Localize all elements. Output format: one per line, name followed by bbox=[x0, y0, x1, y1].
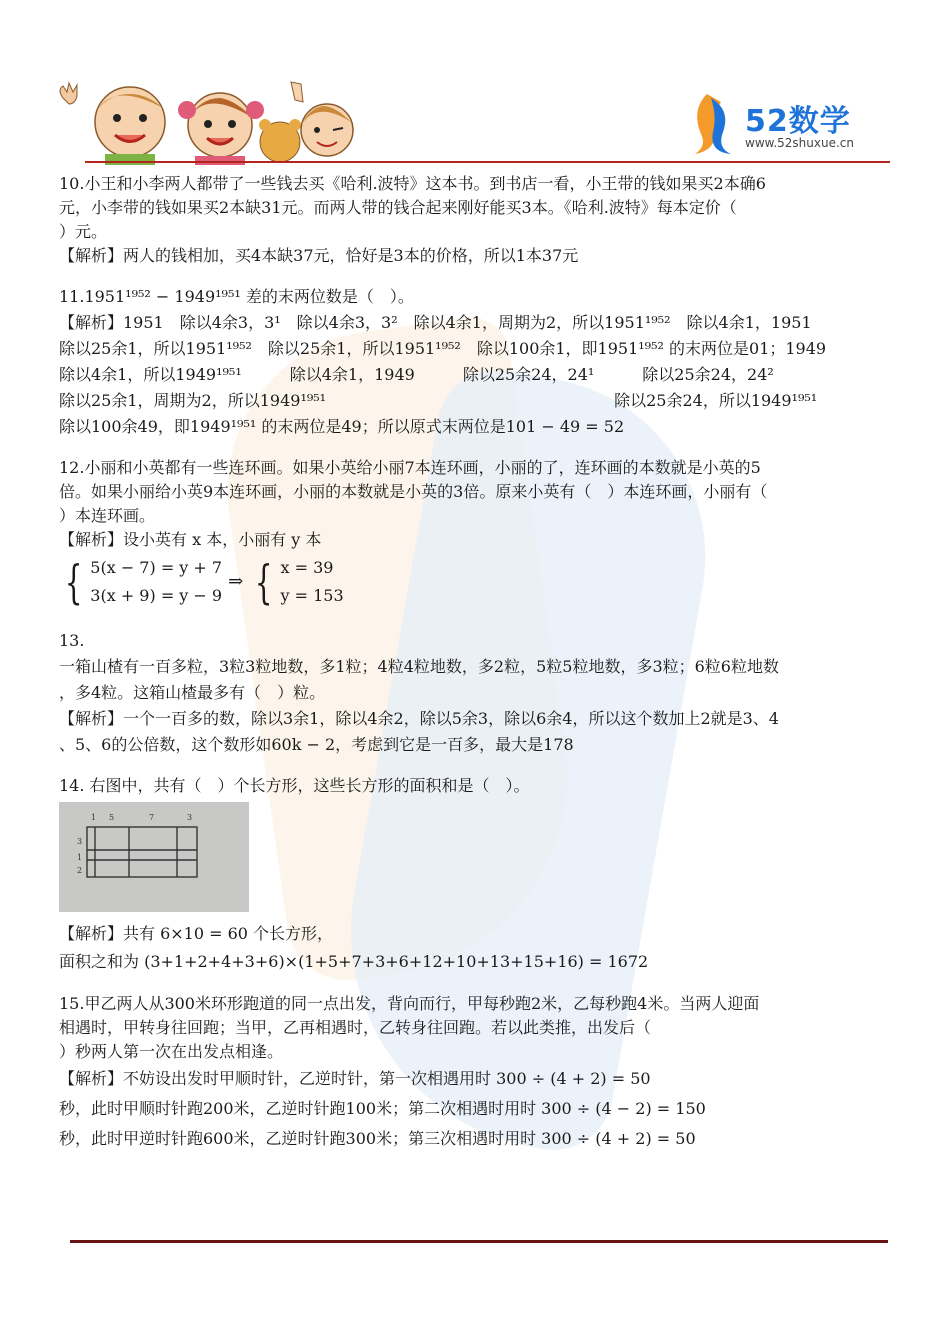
side-label: 2 bbox=[77, 866, 83, 875]
answer-text: 【解析】设小英有 x 本，小丽有 y 本 bbox=[59, 530, 322, 549]
question-text: 11.1951¹⁹⁵² − 1949¹⁹⁵¹ 差的末两位数是（ ）。 bbox=[59, 287, 414, 306]
answer-text: 【解析】共有 6×10 = 60 个长方形， bbox=[59, 924, 334, 943]
side-label: 1 bbox=[77, 853, 83, 862]
question-14 bbox=[59, 774, 891, 976]
equation: 5(x − 7) = y + 7 bbox=[90, 558, 223, 577]
implies-arrow: ⇒ bbox=[228, 571, 244, 592]
question-text: 倍。如果小丽给小英9本连环画，小丽的本数就是小英的3倍。原来小英有（ ）本连环画，小丽有（ bbox=[59, 482, 768, 501]
answer-text: 除以25余1，周期为2，所以1949¹⁹⁵¹ 除以25余24，所以1949¹⁹⁵¹ bbox=[59, 391, 818, 410]
document-body bbox=[59, 172, 891, 1154]
answer-text: 【解析】不妨设出发时甲顺时针，乙逆时针，第一次相遇用时 300 ÷ (4 + 2) = 50 bbox=[59, 1069, 651, 1088]
question-text: 12.小丽和小英都有一些连环画。如果小英给小丽7本连环画，小丽的了，连环画的本数就是小英的5 bbox=[59, 458, 761, 477]
question-text: ）元。 bbox=[59, 222, 108, 241]
question-text: 一箱山楂有一百多粒，3粒3粒地数，多1粒；4粒4粒地数，多2粒，5粒5粒地数，多3粒；6粒6粒地数 bbox=[59, 657, 779, 676]
footer-divider bbox=[70, 1240, 888, 1243]
equation: 3(x + 9) = y − 9 bbox=[90, 586, 223, 605]
solution: y = 153 bbox=[280, 586, 344, 605]
answer-text: 秒，此时甲逆时针跑600米，乙逆时针跑300米；第三次相遇时用时 300 ÷ (4 + 2) = 50 bbox=[59, 1129, 696, 1148]
answer-text: 除以100余49，即1949¹⁹⁵¹ 的末两位是49；所以原式末两位是101 − 49 = 52 bbox=[59, 417, 625, 436]
top-label: 5 bbox=[109, 813, 115, 822]
top-label: 7 bbox=[149, 813, 155, 822]
question-text: 相遇时，甲转身往回跑；当甲，乙再相遇时，乙转身往回跑。若以此类推，出发后（ bbox=[59, 1018, 652, 1037]
answer-text: 除以4余1，所以1949¹⁹⁵¹ 除以4余1，1949 除以25余24，24¹ 除以25余24，24² bbox=[59, 365, 774, 384]
question-11 bbox=[59, 284, 891, 440]
top-label: 1 bbox=[91, 813, 97, 822]
question-10 bbox=[59, 172, 891, 268]
question-text: 元，小李带的钱如果买2本缺31元。而两人带的钱合起来刚好能买3本。《哈利.波特》每本定价（ bbox=[59, 198, 737, 217]
answer-text: 、5、6的公倍数，这个数形如60k − 2，考虑到它是一百多，最大是178 bbox=[59, 735, 574, 754]
answer-text: 面积之和为 (3+1+2+4+3+6)×(1+5+7+3+6+12+10+13+15+16) = 1672 bbox=[59, 952, 649, 971]
answer-text: 【解析】两人的钱相加，买4本缺37元，恰好是3本的价格，所以1本37元 bbox=[59, 246, 579, 265]
question-text: 10.小王和小李两人都带了一些钱去买《哈利.波特》这本书。到书店一看，小王带的钱如果买2本确6 bbox=[59, 174, 766, 193]
grid-photo bbox=[59, 802, 249, 912]
question-text: ，多4粒。这箱山楂最多有（ ）粒。 bbox=[59, 683, 326, 702]
answer-text: 【解析】1951 除以4余3，3¹ 除以4余3，3² 除以4余1，周期为2，所以1951¹⁹⁵² 除以4余1，1951 bbox=[59, 313, 812, 332]
question-15 bbox=[59, 992, 891, 1154]
page-header bbox=[55, 80, 890, 170]
question-text: ）秒两人第一次在出发点相逢。 bbox=[59, 1042, 284, 1061]
side-label: 3 bbox=[77, 837, 83, 846]
question-text: ）本连环画。 bbox=[59, 506, 156, 525]
question-number: 13. bbox=[59, 631, 85, 650]
logo-text: 52数学 bbox=[745, 104, 851, 139]
question-text: 14. 右图中，共有（ ）个长方形，这些长方形的面积和是（ ）。 bbox=[59, 776, 530, 795]
answer-text: 【解析】一个一百多的数，除以3余1，除以4余2，除以5余3，除以6余4，所以这个数加上2就是3、4 bbox=[59, 709, 779, 728]
rectangle-grid-figure bbox=[59, 802, 249, 912]
top-label: 3 bbox=[187, 813, 193, 822]
logo-mark-icon bbox=[687, 88, 739, 156]
header-divider bbox=[85, 161, 890, 163]
question-13 bbox=[59, 628, 891, 758]
answer-text: 秒，此时甲顺时针跑200米，乙逆时针跑100米；第二次相遇时用时 300 ÷ (4 − 2) = 150 bbox=[59, 1099, 706, 1118]
solution: x = 39 bbox=[280, 558, 334, 577]
equation-system: { 5(x − 7) = y + 7 3(x + 9) = y − 9 ⇒ { x = 39 y = 153 bbox=[64, 555, 344, 609]
logo-url: www.52shuxue.cn bbox=[745, 136, 854, 150]
cartoon-kids-illustration bbox=[55, 80, 355, 165]
site-logo bbox=[687, 88, 897, 156]
answer-text: 除以25余1，所以1951¹⁹⁵² 除以25余1，所以1951¹⁹⁵² 除以100余1，即1951¹⁹⁵² 的末两位是01；1949 bbox=[59, 339, 827, 358]
question-12 bbox=[59, 456, 891, 612]
question-text: 15.甲乙两人从300米环形跑道的同一点出发，背向而行，甲每秒跑2米，乙每秒跑4米。当两人迎面 bbox=[59, 994, 760, 1013]
